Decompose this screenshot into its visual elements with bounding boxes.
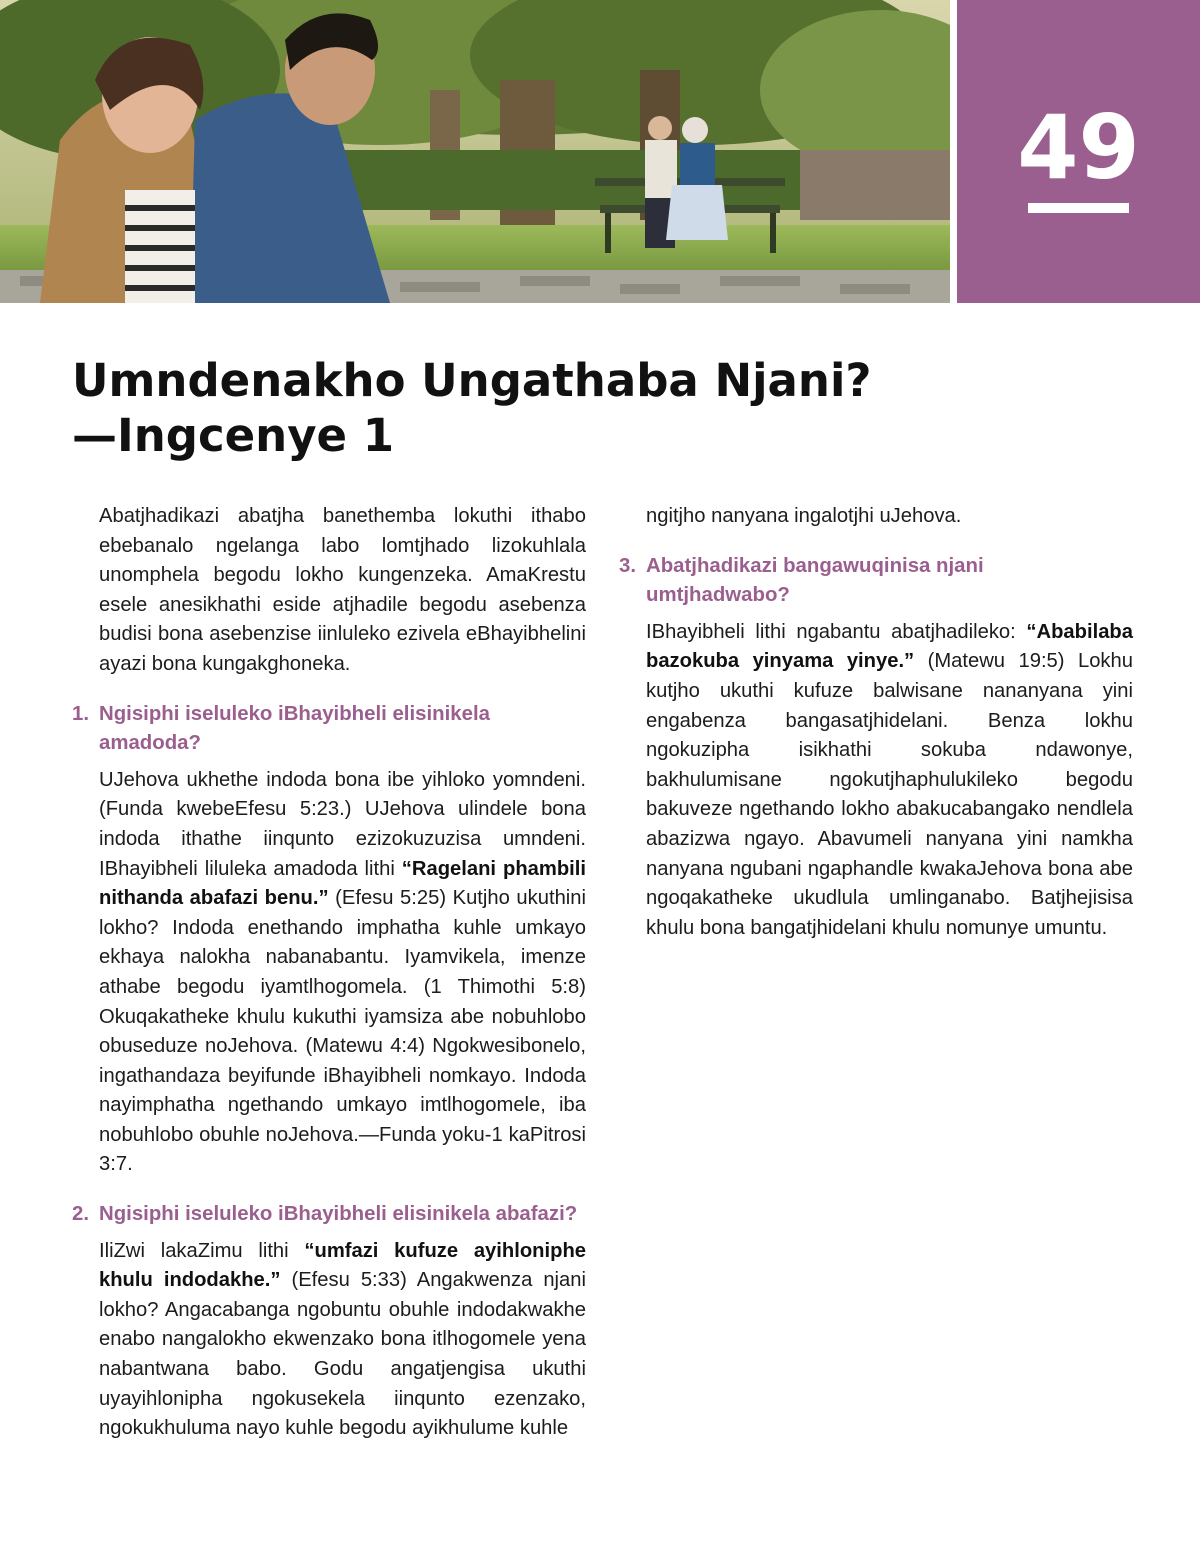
couple-in-park-illustration: [0, 0, 950, 303]
section-1-body: [72, 766, 586, 1180]
section-1-text-b: (Efesu 5:25) Kutjho ukuthini lokho? Indoda enethando imphatha kuhle umkayo ekhaya nalokha nabanabantu. Iyamvikela, imenze athabe begodu iyamtlhogomela. (1 Thimothi 5:8) Okuqakatheke khulu kukuthi iyamsiza abe nobuhlobo obuseduze noJehova. (Matewu 4:4) Ngokwesibonelo, ingathandaza beyifunde iBhayibheli nomkayo. Indoda nayimphatha ngethando umkayo imtlhogomele, iba nobuhlobo obuhle noJehova.—Funda yoku-1 kaPitrosi 3:7.: [99, 887, 586, 1176]
section-2-question: Ngisiphi iseluleko iBhayibheli elisinikela abafazi?: [99, 1203, 578, 1226]
right-column: [619, 502, 1133, 943]
section-1-scripture-quote: “Ragelani phambili nithanda abafazi benu.”: [99, 857, 586, 910]
section-1-number: 1.: [72, 702, 90, 725]
intro-paragraph: Abatjhadikazi abatjha banethemba lokuthi ithabo ebebanalo ngelanga labo lomtjhado lizokuhlala unomphela begodu lokho kungenzeka. AmaKrestu esele anesikhathi eside atjhadile begodu asebenza budisi bona asebenzise iinluleko ezivela eBhayibhelini ayazi bona kungakghoneka.: [99, 505, 586, 675]
section-3-body: [619, 618, 1133, 944]
section-3-question: Abatjhadikazi bangawuqinisa njani umtjhadwabo?: [646, 554, 984, 607]
chapter-underline: [1028, 203, 1129, 213]
section-3-heading: [619, 552, 1133, 611]
chapter-badge: [957, 0, 1200, 303]
section-2-heading: [72, 1200, 586, 1230]
chapter-number: 49: [1017, 96, 1140, 199]
section-2-body-continued: ngitjho nanyana ingalotjhi uJehova.: [646, 505, 962, 527]
section-2-number: 2.: [72, 1203, 90, 1226]
section-2-scripture-quote: “umfazi kufuze ayihloniphe khulu indodakhe.”: [99, 1239, 586, 1292]
section-3-text-a: IBhayibheli lithi ngabantu abatjhadileko:: [646, 620, 1027, 643]
section-1-heading: [72, 700, 586, 759]
section-2-text-a: IliZwi lakaZimu lithi: [99, 1239, 305, 1262]
header-photo: [0, 0, 950, 303]
section-2-text-b: (Efesu 5:33) Angakwenza njani lokho? Angacabanga ngobuntu obuhle indodakwakhe enabo nangalokho ekwenzako bona itlhogomele yena nabantwana babo. Godu angatjengisa ukuthi uyayihlonipha ngokusekela iinqunto ezenzako, ngokukhuluma nayo kuhle begodu ayikhulume kuhle: [99, 1269, 586, 1440]
left-column: [72, 502, 586, 1444]
section-1-text-a: UJehova ukhethe indoda bona ibe yihloko yomndeni. (Funda kwebeEfesu 5:23.) UJehova ulindele bona indoda ithathe iinqunto ezizokuzuzisa umndeni. IBhayibheli liluleka amadoda lithi: [99, 768, 586, 880]
right-column-flow: [619, 502, 1133, 532]
page-title: [72, 353, 972, 463]
section-2-body: [72, 1237, 586, 1444]
section-3-scripture-quote: “Ababilaba bazokuba yinyama yinye.”: [646, 620, 1133, 673]
section-3-text-b: (Matewu 19:5) Lokhu kutjho ukuthi kufuze balwisane nananyana yini engabenza bangasatjhidelani. Benza lokhu ngokuzipha isikhathi sokuba ndawonye, bakhulumisane ngokutjhaphulukileko begodu bakuveze ngethando lokho abakucabangako nendlela abazizwa ngayo. Abavumeli nanyana yini namkha nanyana ngubani ngaphandle kwakaJehova bona abe ngoqakatheke ukudlula umlinganabo. Batjhejisisa khulu bona bangatjhidelani khulu nomunye umuntu.: [646, 650, 1133, 939]
page-title-line-1: Umndenakho Ungathaba Njani?: [72, 354, 872, 407]
section-1-question: Ngisiphi iseluleko iBhayibheli elisinikela amadoda?: [99, 702, 490, 755]
section-3-number: 3.: [619, 554, 637, 577]
page-title-line-2: —Ingcenye 1: [72, 409, 395, 462]
